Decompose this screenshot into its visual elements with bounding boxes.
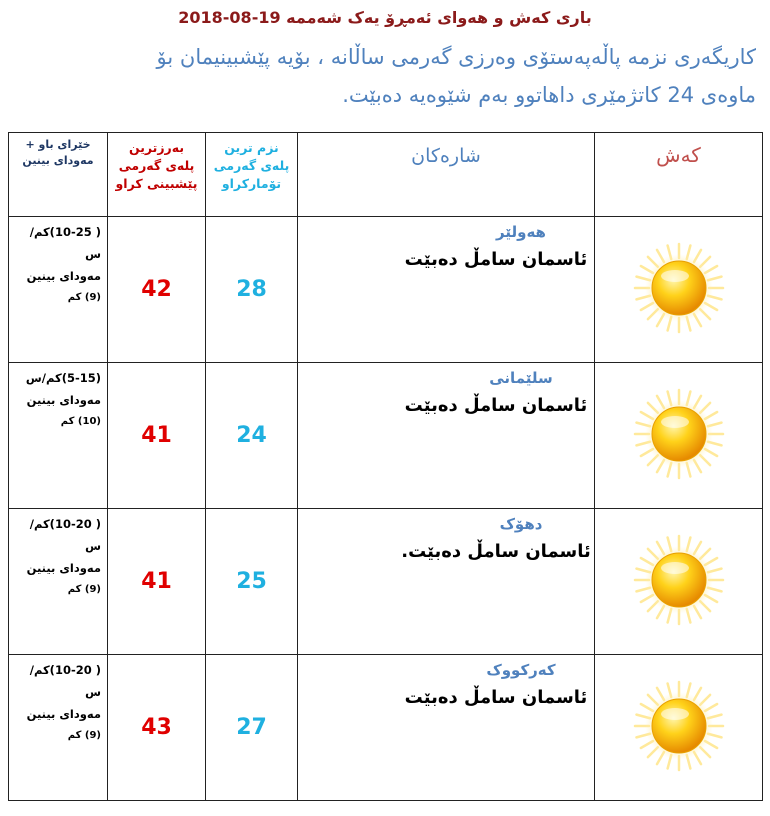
wind-speed: ( 10-25)کم/س	[29, 225, 101, 261]
header-wind-line1: خێرای باو +	[25, 138, 91, 151]
header-min-temp	[206, 133, 298, 217]
table-header-row	[9, 133, 763, 217]
table-row	[9, 217, 763, 363]
weather-table	[8, 132, 763, 801]
wind-speed: (5-15)کم/س	[25, 371, 101, 385]
date-line: باری کەش و هەوای ئەمڕۆ یەک شەممە 19-08-2018	[178, 8, 592, 27]
header-min-line2: پلەی گەرمی	[213, 158, 290, 173]
intro-line-1: کاریگەری نزمە پاڵەپەستۆی وەرزی گەرمی ساڵانە ، بۆیە پێشبینیمان بۆ	[156, 45, 756, 69]
header-max-line3: پێشبینی کراو	[115, 176, 198, 191]
city-description: ئاسمان سامڵ دەبێت	[404, 249, 588, 270]
header-min-line3: تۆمارکراو	[221, 176, 282, 191]
sun-icon	[629, 530, 729, 630]
header-max-line1: بەرزترین	[128, 140, 185, 155]
sun-icon	[629, 238, 729, 338]
city-name: دهۆک	[499, 515, 543, 533]
min-temp: 24	[206, 363, 298, 509]
city-description: ئاسمان سامڵ دەبێت	[404, 395, 588, 416]
city-name: سلێمانی	[489, 369, 553, 387]
table-row	[9, 655, 763, 801]
sun-icon	[629, 384, 729, 484]
wind-visibility-cell	[9, 217, 108, 363]
visibility-label: مەودای بینین	[26, 269, 101, 283]
table-row	[9, 363, 763, 509]
header-cities: شارەکان	[298, 133, 595, 217]
min-temp: 28	[206, 217, 298, 363]
intro-line-2: ماوەی 24 کاتژمێری داهاتوو بەم شێوەیە دەبێت.	[342, 83, 756, 107]
city-cell	[298, 655, 595, 801]
wind-visibility-cell	[9, 509, 108, 655]
header-min-line1: نزم ترین	[224, 140, 279, 155]
min-temp: 25	[206, 509, 298, 655]
header-weather: کەش	[595, 133, 763, 217]
weather-icon-cell	[595, 217, 763, 363]
wind-speed: ( 10-20)کم/س	[29, 517, 101, 553]
wind-visibility-cell	[9, 363, 108, 509]
header-max-temp	[108, 133, 206, 217]
weather-icon-cell	[595, 655, 763, 801]
visibility-label: مەودای بینین	[26, 561, 101, 575]
sun-icon	[629, 676, 729, 776]
wind-visibility-cell	[9, 655, 108, 801]
max-temp: 41	[108, 509, 206, 655]
min-temp: 27	[206, 655, 298, 801]
header-max-line2: پلەی گەرمی	[118, 158, 195, 173]
city-description: ئاسمان سامڵ دەبێت.	[401, 541, 591, 562]
header-wind	[9, 133, 108, 217]
max-temp: 42	[108, 217, 206, 363]
city-cell	[298, 217, 595, 363]
city-name: کەرکووک	[486, 661, 556, 679]
max-temp: 43	[108, 655, 206, 801]
visibility-label: مەودای بینین	[26, 393, 101, 407]
table-row	[9, 509, 763, 655]
visibility-value: (9) کم	[67, 730, 101, 741]
city-description: ئاسمان سامڵ دەبێت	[404, 687, 588, 708]
city-cell	[298, 509, 595, 655]
visibility-value: (9) کم	[67, 584, 101, 595]
header-wind-line2: مەودای بینین	[22, 154, 94, 167]
wind-speed: ( 10-20)کم/س	[29, 663, 101, 699]
intro-text	[16, 38, 756, 114]
weather-icon-cell	[595, 363, 763, 509]
city-name: هەولێر	[496, 223, 546, 241]
visibility-value: (10) کم	[60, 416, 101, 427]
visibility-label: مەودای بینین	[26, 707, 101, 721]
weather-icon-cell	[595, 509, 763, 655]
city-cell	[298, 363, 595, 509]
visibility-value: (9) کم	[67, 292, 101, 303]
max-temp: 41	[108, 363, 206, 509]
